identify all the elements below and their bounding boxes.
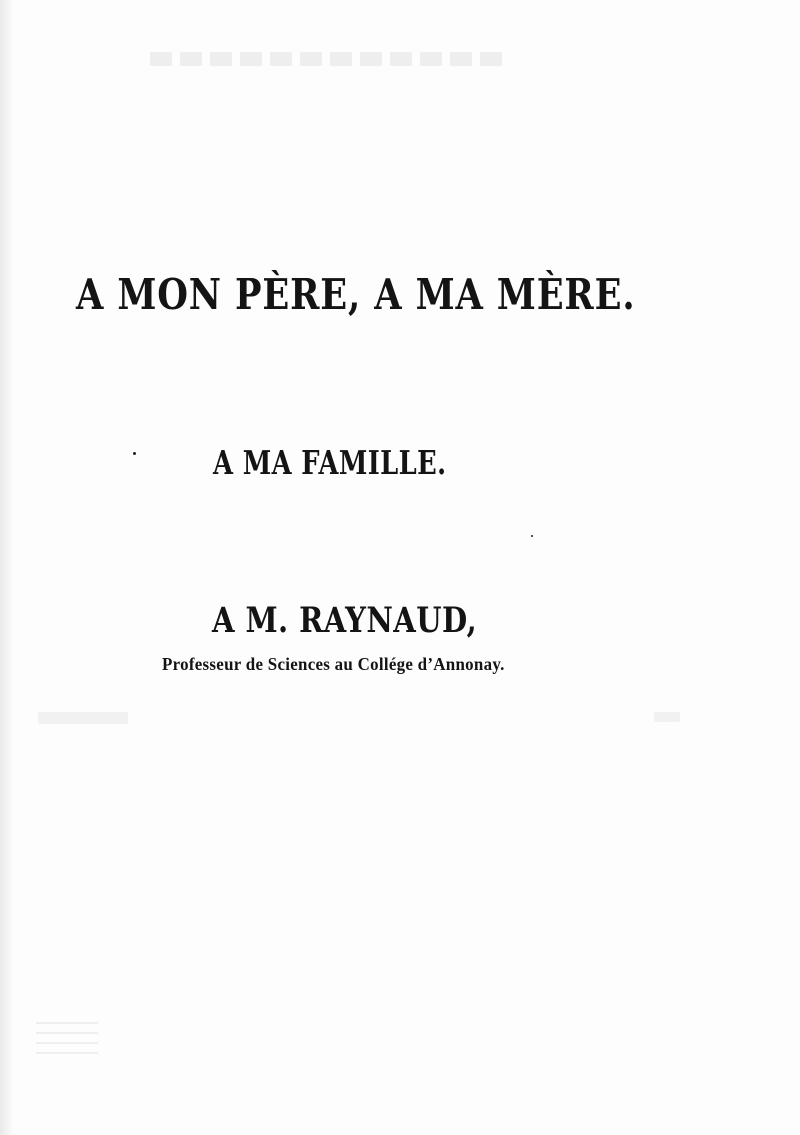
dedication-family: A MA FAMILLE. [213, 443, 447, 482]
ink-speck [133, 452, 136, 455]
bleed-through-mark-bottom [36, 1022, 98, 1062]
bleed-through-mark-left [38, 712, 128, 724]
bleed-through-header [150, 52, 570, 78]
page-edge-shadow [0, 0, 14, 1135]
dedication-raynaud-title: Professeur de Sciences au Collége d’Annonay. [162, 654, 505, 674]
dedication-raynaud: A M. RAYNAUD, [212, 600, 478, 641]
bleed-through-mark-right [654, 712, 680, 722]
dedication-parents: A MON PÈRE, A MA MÈRE. [76, 270, 636, 319]
ink-speck [531, 535, 533, 537]
